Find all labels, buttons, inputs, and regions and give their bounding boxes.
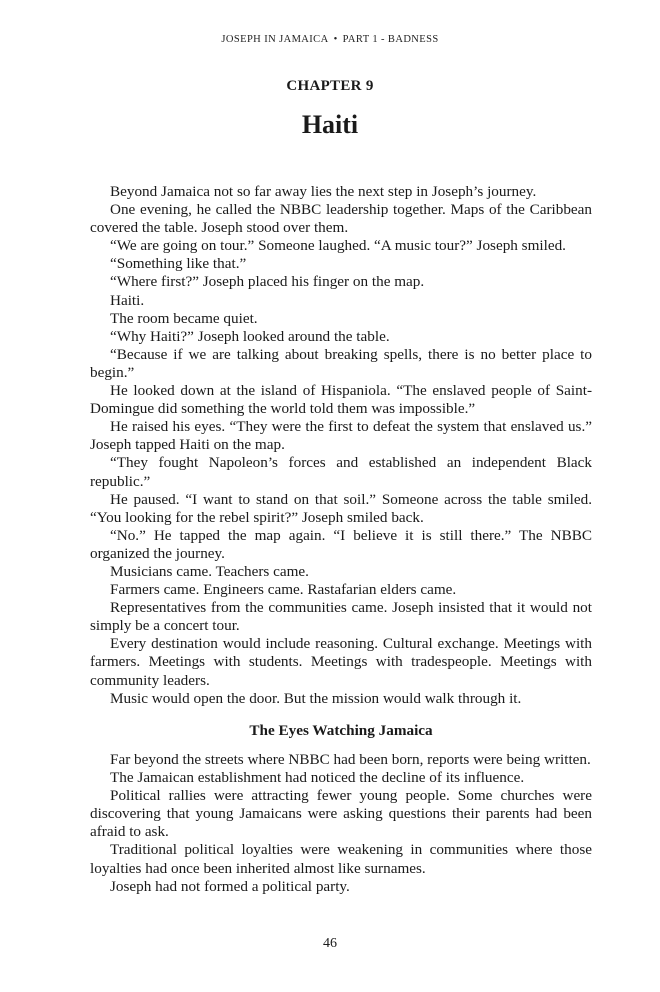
paragraph: “Because if we are talking about breaking spells, there is no better place to begin.” <box>90 345 592 381</box>
paragraph: Music would open the door. But the mission would walk through it. <box>110 689 522 707</box>
paragraph: The room became quiet. <box>110 309 258 327</box>
running-head-part-title: PART 1 - BADNESS <box>342 34 439 45</box>
section-body <box>90 722 592 896</box>
running-head <box>0 34 660 45</box>
chapter-title: Haiti <box>301 110 359 139</box>
paragraph: Representatives from the communities came. Joseph insisted that it would not simply be a concert tour. <box>90 599 592 635</box>
chapter-label: CHAPTER 9 <box>286 78 374 94</box>
paragraph: Political rallies were attracting fewer young people. Some churches were discovering that young Jamaicans were asking questions their parents had been afraid to ask. <box>90 787 592 841</box>
chapter-body <box>90 183 592 708</box>
paragraph: Musicians came. Teachers came. <box>110 562 309 580</box>
paragraph: “No.” He tapped the map again. “I believe it is still there.” The NBBC organized the journey. <box>90 526 592 562</box>
section-heading: The Eyes Watching Jamaica <box>249 722 433 739</box>
paragraph: Haiti. <box>110 291 145 309</box>
paragraph: He looked down at the island of Hispaniola. “The enslaved people of Saint-Domingue did something the world told them was impossible.” <box>90 382 592 418</box>
page-number: 46 <box>323 936 337 951</box>
paragraph: Farmers came. Engineers came. Rastafarian elders came. <box>110 581 457 599</box>
running-head-separator: • <box>333 34 338 45</box>
paragraph: He paused. “I want to stand on that soil.” Someone across the table smiled. “You looking for the rebel spirit?” Joseph smiled back. <box>90 490 592 526</box>
paragraph: Traditional political loyalties were weakening in communities where those loyalties had once been inherited almost like surnames. <box>90 841 592 877</box>
paragraph: Beyond Jamaica not so far away lies the next step in Joseph’s journey. <box>110 183 537 200</box>
paragraph: One evening, he called the NBBC leadership together. Maps of the Caribbean covered the table. Joseph stood over them. <box>90 201 592 237</box>
running-head-book-title: JOSEPH IN JAMAICA <box>221 34 329 45</box>
paragraph: He raised his eyes. “They were the first to defeat the system that enslaved us.” Joseph tapped Haiti on the map. <box>90 418 592 454</box>
paragraph: Joseph had not formed a political party. <box>110 877 350 895</box>
paragraph: “Where first?” Joseph placed his finger on the map. <box>110 273 425 291</box>
paragraph: “Why Haiti?” Joseph looked around the table. <box>110 327 390 345</box>
paragraph: “They fought Napoleon’s forces and established an independent Black republic.” <box>90 454 592 490</box>
paragraph: “We are going on tour.” Someone laughed. “A music tour?” Joseph smiled. <box>110 237 566 255</box>
paragraph: The Jamaican establishment had noticed the decline of its influence. <box>110 769 525 787</box>
paragraph: Every destination would include reasoning. Cultural exchange. Meetings with farmers. Meetings with students. Meetings with tradespeople. Meetings with community leaders. <box>90 635 592 689</box>
paragraph: Far beyond the streets where NBBC had been born, reports were being written. <box>110 751 591 768</box>
paragraph: “Something like that.” <box>110 255 247 273</box>
